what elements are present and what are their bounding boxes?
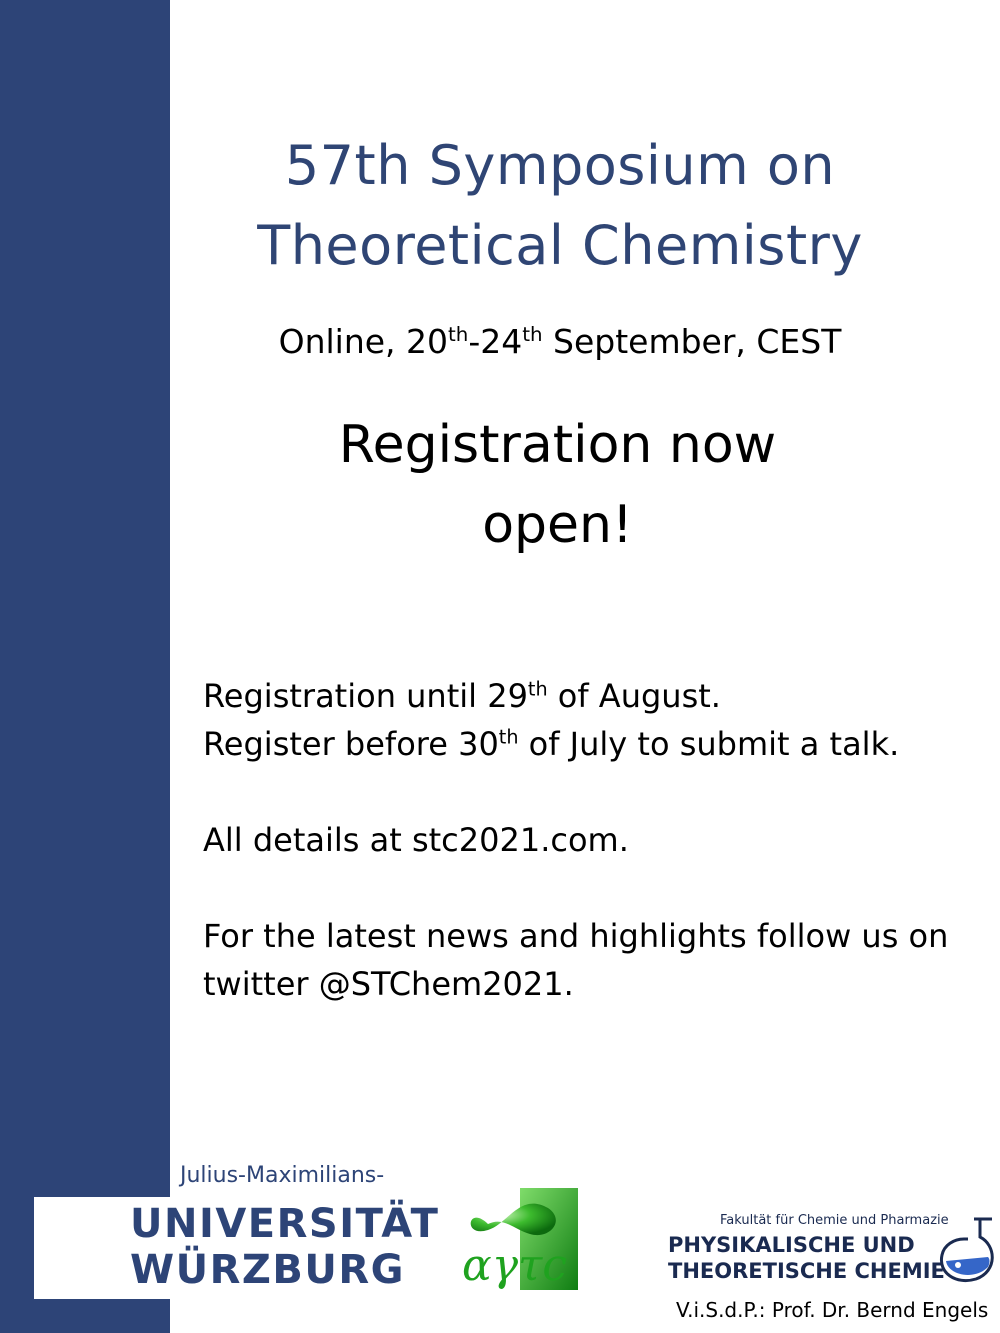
registration-headline bbox=[170, 405, 945, 565]
talk-deadline bbox=[203, 720, 973, 768]
jmu-logo-line-2: WÜRZBURG bbox=[130, 1247, 406, 1293]
headline-line-1: Registration now bbox=[338, 415, 777, 475]
sidebar-bar bbox=[0, 0, 170, 1333]
agtc-logo bbox=[458, 1186, 586, 1294]
page-title bbox=[170, 126, 950, 286]
title-line-2: Theoretical Chemistry bbox=[257, 214, 863, 277]
reg-until-sup: th bbox=[527, 677, 548, 701]
dates-sup-1: th bbox=[448, 323, 469, 346]
jmu-logo-top: Julius-Maximilians- bbox=[180, 1163, 385, 1188]
ptc-faculty: Fakultät für Chemie und Pharmazie bbox=[720, 1213, 949, 1228]
flask-icon bbox=[934, 1215, 1000, 1285]
reg-before-text: Register before 30 bbox=[203, 725, 499, 763]
footer-visdp: V.i.S.d.P.: Prof. Dr. Bernd Engels bbox=[676, 1298, 989, 1322]
dates-prefix: Online, 20 bbox=[278, 322, 449, 361]
reg-until-text: Registration until 29 bbox=[203, 677, 528, 715]
agtc-logo-loop bbox=[471, 1204, 556, 1236]
details-line: All details at stc2021.com. bbox=[203, 821, 629, 859]
info-block bbox=[203, 672, 973, 1008]
jmu-logo-line-1: UNIVERSITÄT bbox=[130, 1201, 440, 1247]
twitter-line-1: For the latest news and highlights follow us on bbox=[203, 917, 949, 955]
reg-before-sup: th bbox=[498, 725, 519, 749]
reg-before-post: of July to submit a talk. bbox=[518, 725, 900, 763]
headline-line-2: open! bbox=[482, 495, 633, 555]
dates-suffix: September, CEST bbox=[542, 322, 842, 361]
agtc-logo-text: αγτc bbox=[462, 1240, 567, 1291]
dates-sup-2: th bbox=[522, 323, 543, 346]
ptc-line-1: PHYSIKALISCHE UND bbox=[668, 1233, 915, 1257]
reg-until-post: of August. bbox=[547, 677, 721, 715]
event-dates bbox=[170, 322, 950, 362]
title-line-1: 57th Symposium on bbox=[284, 134, 836, 197]
twitter-line-2: twitter @STChem2021. bbox=[203, 965, 574, 1003]
registration-deadline bbox=[203, 672, 973, 720]
ptc-line-2: THEORETISCHE CHEMIE bbox=[668, 1259, 945, 1283]
dates-middle: -24 bbox=[468, 322, 523, 361]
jmu-logo bbox=[34, 1197, 440, 1299]
